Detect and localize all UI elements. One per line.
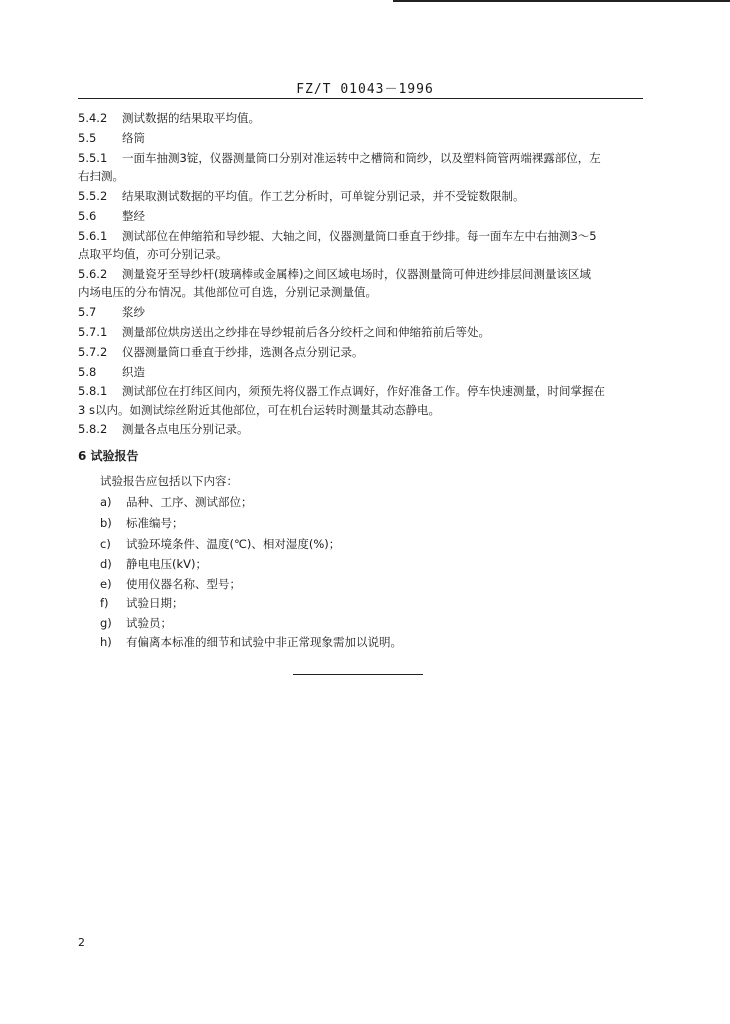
clause-text: 结果取测试数据的平均值。作工艺分析时，可单锭分别记录，并不受锭数限制。: [122, 189, 525, 203]
clause-number: 5.8.2: [78, 422, 108, 436]
clause-text: 浆纱: [122, 305, 145, 319]
clause-line: [78, 364, 648, 380]
clause-text: 整经: [122, 209, 145, 223]
clause-text: 测试数据的结果取平均值。: [122, 111, 260, 125]
clause-text: 内场电压的分布情况。其他部位可自选，分别记录测量值。: [78, 285, 377, 299]
clause-line: [78, 402, 648, 418]
clause-text: 测试部位在伸缩筘和导纱辊、大轴之间，仪器测量筒口垂直于纱排。每一面车左中右抽测3～5: [122, 229, 597, 243]
report-item: [100, 515, 184, 531]
report-item-label: c): [100, 537, 111, 551]
clause-text: 测量瓷牙至导纱杆(玻璃棒或金属棒)之间区域电场时，仪器测量筒可伸进纱排层间测量该区域: [122, 267, 591, 281]
report-item-label: b): [100, 516, 112, 530]
clause-line: [78, 266, 648, 282]
clause-number: 5.5: [78, 131, 97, 145]
section-6-heading: 6 试验报告: [78, 449, 139, 463]
report-item-text: 品种、工序、测试部位；: [126, 495, 253, 509]
clause-line: [78, 246, 648, 262]
report-item-text: 标准编号；: [126, 516, 184, 530]
report-item: [100, 556, 207, 572]
report-item: [100, 494, 253, 510]
end-rule: [293, 674, 423, 675]
clause-number: 5.7: [78, 305, 97, 319]
clause-text: 点取平均值，亦可分别记录。: [78, 247, 228, 261]
report-item-label: d): [100, 557, 112, 571]
clause-line: [78, 324, 648, 340]
report-item-text: 有偏离本标准的细节和试验中非正常现象需加以说明。: [126, 635, 402, 649]
clause-line: [78, 208, 648, 224]
clause-line: [78, 110, 648, 126]
report-item: [100, 595, 184, 611]
report-item-text: 静电电压(kV)；: [126, 557, 207, 571]
top-border-line: [393, 0, 730, 2]
report-item: [100, 576, 241, 592]
clause-line: [78, 188, 648, 204]
clause-text: 一面车抽测3锭，仪器测量筒口分别对准运转中之槽筒和筒纱，以及塑料筒管两端裸露部位，左: [122, 151, 601, 165]
clause-number: 5.5.1: [78, 151, 108, 165]
clause-line: [78, 228, 648, 244]
report-item-label: h): [100, 635, 112, 649]
report-item-label: g): [100, 616, 112, 630]
report-item-label: f): [100, 596, 109, 610]
clause-number: 5.7.1: [78, 325, 108, 339]
clause-text: 仪器测量筒口垂直于纱排，选测各点分别记录。: [122, 345, 364, 359]
clause-number: 5.5.2: [78, 189, 108, 203]
report-item-label: a): [100, 495, 112, 509]
standard-code-header: FZ/T 01043－1996: [296, 82, 434, 97]
clause-text: 测量各点电压分别记录。: [122, 422, 249, 436]
clause-number: 5.8.1: [78, 384, 108, 398]
clause-number: 5.6.1: [78, 229, 108, 243]
report-item-label: e): [100, 577, 112, 591]
report-item: [100, 634, 402, 650]
clause-line: [78, 168, 648, 184]
clause-line: [78, 130, 648, 146]
clause-line: [78, 421, 648, 437]
report-item-text: 试验员；: [126, 616, 172, 630]
clause-text: 右扫测。: [78, 169, 124, 183]
section-6-intro: 试验报告应包括以下内容：: [100, 474, 238, 488]
clause-line: [78, 284, 648, 300]
clause-number: 5.8: [78, 365, 97, 379]
header-rule: [78, 98, 643, 99]
report-item-text: 试验环境条件、温度(℃)、相对湿度(%)；: [126, 537, 341, 551]
clause-number: 5.7.2: [78, 345, 108, 359]
report-item: [100, 536, 340, 552]
clause-line: [78, 344, 648, 360]
report-item: [100, 615, 172, 631]
clause-text: 3 s以内。如测试综丝附近其他部位，可在机台运转时测量其动态静电。: [78, 403, 440, 417]
clause-text: 测量部位烘房送出之纱排在导纱辊前后各分绞杆之间和伸缩筘前后等处。: [122, 325, 490, 339]
clause-line: [78, 383, 648, 399]
report-item-text: 使用仪器名称、型号；: [126, 577, 241, 591]
report-item-text: 试验日期；: [126, 596, 184, 610]
clause-text: 测试部位在打纬区间内，须预先将仪器工作点调好，作好准备工作。停车快速测量，时间掌握在: [122, 384, 605, 398]
clause-number: 5.6: [78, 209, 97, 223]
clause-text: 织造: [122, 365, 145, 379]
clause-text: 络筒: [122, 131, 145, 145]
clause-line: [78, 150, 648, 166]
page-number: 2: [78, 936, 85, 949]
clause-number: 5.6.2: [78, 267, 108, 281]
clause-number: 5.4.2: [78, 111, 108, 125]
clause-line: [78, 304, 648, 320]
